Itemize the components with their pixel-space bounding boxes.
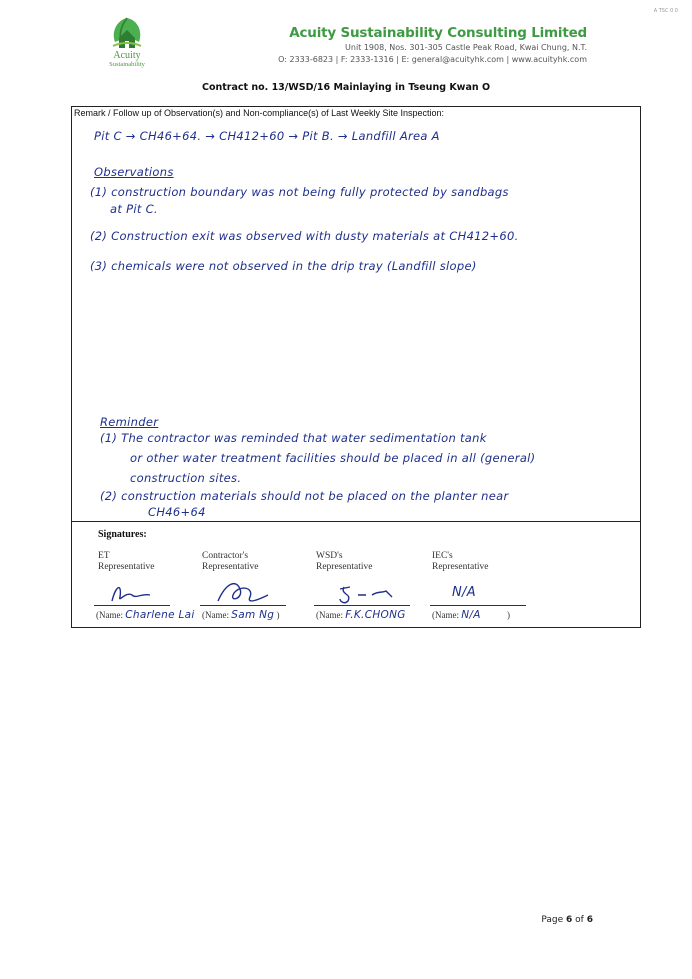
corner-mark: A TSC 0 0: [653, 8, 678, 14]
contractor-signature-line: [200, 605, 286, 606]
observation-2: (2) Construction exit was observed with dusty materials at CH412+60.: [90, 229, 519, 243]
iec-signature-line: [430, 605, 526, 606]
inspection-form: [71, 106, 641, 628]
iec-signature: N/A: [452, 585, 476, 600]
company-header: [278, 24, 587, 66]
reminder-heading: Reminder: [100, 415, 159, 429]
wsd-role: WSD's Representative: [316, 551, 373, 572]
contractor-name: (Name: Sam Ng ): [202, 609, 280, 621]
reminder-2-cont: CH46+64: [148, 505, 206, 519]
observations-heading: Observations: [94, 165, 174, 179]
iec-name: (Name: N/A ): [432, 609, 510, 621]
contract-title: Contract no. 13/WSD/16 Mainlaying in Tseung Kwan O: [201, 82, 491, 93]
signatures-divider: [72, 521, 640, 522]
company-address: Unit 1908, Nos. 301-305 Castle Peak Road, Kwai Chung, N.T.: [345, 43, 587, 52]
company-contact: O: 2333-6823 | F: 2333-1316 | E: general@acuityhk.com | www.acuityhk.com: [278, 55, 587, 64]
reminder-1-cont-2: construction sites.: [130, 471, 242, 485]
logo-name: Acuity: [113, 50, 141, 61]
leaf-house-icon: [109, 16, 145, 50]
et-role: ET Representative: [98, 551, 155, 572]
wsd-signature-mark: [334, 581, 398, 605]
wsd-signature-line: [314, 605, 410, 606]
observation-3: (3) chemicals were not observed in the drip tray (Landfill slope): [90, 259, 477, 273]
iec-role: IEC's Representative: [432, 551, 489, 572]
et-signature-line: [94, 605, 170, 606]
observation-1-cont: at Pit C.: [110, 202, 158, 216]
company-logo: [92, 16, 162, 76]
reminder-2: (2) construction materials should not be placed on the planter near: [100, 489, 509, 503]
route-line: Pit C → CH46+64. → CH412+60 → Pit B. → Landfill Area A: [94, 129, 440, 143]
observation-1: (1) construction boundary was not being fully protected by sandbags: [90, 185, 509, 199]
reminder-1: (1) The contractor was reminded that water sedimentation tank: [100, 431, 487, 445]
et-name: (Name: Charlene Lai: [96, 609, 195, 621]
contractor-signature-mark: [210, 575, 274, 607]
contractor-role: Contractor's Representative: [202, 551, 259, 572]
signatures-heading: Signatures:: [98, 529, 147, 540]
company-name: Acuity Sustainability Consulting Limited: [289, 25, 587, 41]
logo-subtitle: Sustainability: [109, 61, 145, 68]
et-signature-mark: [106, 581, 156, 605]
remark-label: Remark / Follow up of Observation(s) and Non-compliance(s) of Last Weekly Site Inspection:: [74, 108, 444, 118]
reminder-1-cont: or other water treatment facilities should be placed in all (general): [130, 451, 536, 465]
wsd-name: (Name: F.K.CHONG: [316, 609, 406, 621]
page-number: Page 6 of 6: [541, 915, 593, 925]
